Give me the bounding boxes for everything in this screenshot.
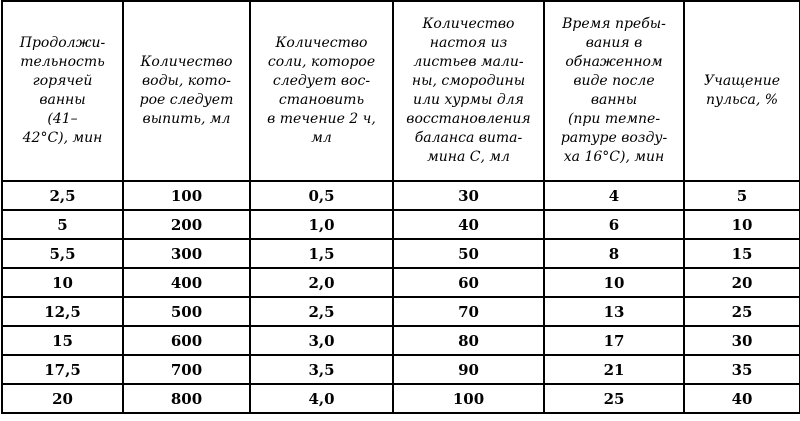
table-cell: 100 <box>123 181 250 210</box>
header-infusion-amount: Количество настоя из листьев мали- ны, смородины или хурмы для восстановления баланса вита- мина С, мл <box>393 1 544 181</box>
table-cell: 90 <box>393 355 544 384</box>
table-row <box>2 239 800 268</box>
table-cell: 4,0 <box>250 384 393 413</box>
table-cell: 1,0 <box>250 210 393 239</box>
table-cell: 30 <box>684 326 800 355</box>
header-bath-duration: Продолжи- тельность горячей ванны (41– 42°С), мин <box>2 1 123 181</box>
table-cell: 15 <box>2 326 123 355</box>
header-water-amount: Количество воды, кото- рое следует выпить, мл <box>123 1 250 181</box>
table-cell: 40 <box>393 210 544 239</box>
table-cell: 500 <box>123 297 250 326</box>
table-cell: 300 <box>123 239 250 268</box>
table-cell: 3,0 <box>250 326 393 355</box>
table-cell: 10 <box>2 268 123 297</box>
header-pulse-increase: Учащение пульса, % <box>684 1 800 181</box>
table-cell: 6 <box>544 210 684 239</box>
table-cell: 2,0 <box>250 268 393 297</box>
table-cell: 70 <box>393 297 544 326</box>
table-cell: 80 <box>393 326 544 355</box>
header-row <box>2 1 800 181</box>
table-row <box>2 210 800 239</box>
table-cell: 2,5 <box>2 181 123 210</box>
table-cell: 50 <box>393 239 544 268</box>
table-cell: 0,5 <box>250 181 393 210</box>
header-exposure-time: Время пребы- вания в обнаженном виде после ванны (при темпе- ратуре возду- ха 16°С), мин <box>544 1 684 181</box>
table-cell: 13 <box>544 297 684 326</box>
table-cell: 4 <box>544 181 684 210</box>
table-cell: 8 <box>544 239 684 268</box>
table-cell: 600 <box>123 326 250 355</box>
table-cell: 25 <box>544 384 684 413</box>
table-row <box>2 181 800 210</box>
table-cell: 15 <box>684 239 800 268</box>
table-cell: 800 <box>123 384 250 413</box>
table-cell: 3,5 <box>250 355 393 384</box>
table-cell: 10 <box>544 268 684 297</box>
table-cell: 10 <box>684 210 800 239</box>
table-cell: 17,5 <box>2 355 123 384</box>
table-cell: 5,5 <box>2 239 123 268</box>
table-row <box>2 326 800 355</box>
table-cell: 200 <box>123 210 250 239</box>
table-cell: 20 <box>2 384 123 413</box>
table-cell: 100 <box>393 384 544 413</box>
table-row <box>2 268 800 297</box>
table-cell: 2,5 <box>250 297 393 326</box>
header-salt-amount: Количество соли, которое следует вос- становить в течение 2 ч, мл <box>250 1 393 181</box>
data-table <box>1 0 800 414</box>
table-cell: 20 <box>684 268 800 297</box>
table-cell: 5 <box>2 210 123 239</box>
table-cell: 40 <box>684 384 800 413</box>
table-cell: 700 <box>123 355 250 384</box>
table-cell: 17 <box>544 326 684 355</box>
table-cell: 5 <box>684 181 800 210</box>
table-cell: 21 <box>544 355 684 384</box>
table-cell: 60 <box>393 268 544 297</box>
table-cell: 35 <box>684 355 800 384</box>
table-cell: 400 <box>123 268 250 297</box>
table-row <box>2 355 800 384</box>
table-row <box>2 297 800 326</box>
table-cell: 25 <box>684 297 800 326</box>
table-row <box>2 384 800 413</box>
table-cell: 12,5 <box>2 297 123 326</box>
table-cell: 30 <box>393 181 544 210</box>
table-cell: 1,5 <box>250 239 393 268</box>
